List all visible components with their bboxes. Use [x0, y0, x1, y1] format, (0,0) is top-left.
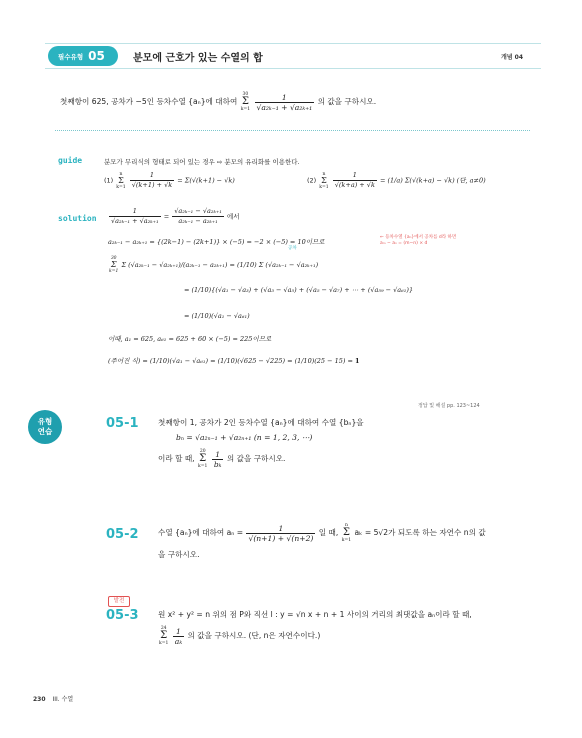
sigma-bottom: k=1	[240, 107, 251, 112]
solution-side-note	[380, 235, 456, 247]
type-label: 필수유형	[58, 52, 84, 61]
frac-denominator: bₖ	[213, 459, 222, 469]
solution-frac-lhs	[109, 207, 161, 226]
page-number: 230	[33, 696, 46, 703]
p2-sigma: n Σ k=1	[341, 523, 352, 543]
solution-frac-rhs	[172, 207, 224, 226]
formula-2-rhs: = (1/a) Σ(√(k+a) − √k) (단, a≠0)	[379, 176, 486, 185]
frac-numerator: 1	[333, 171, 377, 181]
frac-denominator: √a₂ₖ₋₁ + √a₂ₖ₊₁	[256, 102, 313, 112]
frac-denominator: √a₂ₖ₋₁ + √a₂ₖ₊₁	[111, 217, 159, 225]
solution-line-3-text: Σ (√a₂ₖ₋₁ − √a₂ₖ₊₁)/(a₂ₖ₋₁ − a₂ₖ₊₁) = (1/10) Σ (√a₂ₖ₋₁ − √a₂ₖ₊₁)	[121, 261, 319, 269]
p2-text-a: 수열 {aₙ}에 대하여 aₙ =	[158, 528, 244, 537]
p2-text-b: 일 때,	[318, 528, 339, 537]
frac-numerator: 1	[255, 93, 315, 103]
problem-05-2-number: 05-2	[106, 527, 139, 542]
problem-text-a: 첫째항이 625, 공차가 −5인 등차수열 {aₙ}에 대하여	[60, 97, 238, 106]
side-note-line-2: aₘ − aₙ = (m−n) × d	[380, 241, 428, 246]
formula-2-fraction	[333, 171, 377, 190]
frac-denominator: a₂ₖ₋₁ − a₂ₖ₊₁	[178, 217, 218, 225]
problem-fraction	[255, 93, 315, 112]
sigma-bottom: k=1	[116, 184, 126, 190]
solution-line-4: = (1/10){(√a₁ − √a₃) + (√a₃ − √a₅) + (√a₅ − √a₇) + ⋯ + (√a₅₉ − √a₆₁)}	[184, 286, 414, 294]
formula-1-index: (1)	[104, 176, 114, 185]
solution-line-3	[108, 256, 318, 274]
main-problem	[60, 92, 376, 112]
frac-numerator: 1	[109, 207, 161, 217]
problem-05-1-line-3	[158, 449, 285, 469]
problem-05-1-line-1: 첫째항이 1, 공차가 2인 등차수열 {aₙ}에 대하여 수열 {bₙ}을	[158, 418, 364, 427]
frac-numerator: 1	[212, 450, 224, 460]
guide-sigma-2: n Σ k=1	[319, 171, 329, 190]
final-answer: 1	[355, 357, 360, 365]
section-divider	[55, 130, 530, 131]
problem-sigma: 30 Σ k=1	[240, 92, 251, 112]
type-number: 05	[88, 49, 105, 63]
formula-1-rhs: = Σ(√(k+1) − √k)	[177, 176, 235, 185]
sigma-bottom: k=1	[109, 269, 119, 274]
problem-05-1-number: 05-1	[106, 416, 139, 431]
p1-line-3-b: 의 값을 구하시오.	[226, 454, 286, 463]
p3-sigma: 24 Σ k=1	[159, 626, 169, 646]
sigma-top: n	[344, 523, 348, 528]
p2-fraction	[246, 524, 315, 543]
solution-line-2-note: 공차	[288, 246, 297, 251]
solution-label: solution	[58, 214, 97, 223]
solution-line-6: 이때, a₁ = 625, a₆₁ = 625 + 60 × (−5) = 225이므로	[108, 335, 272, 343]
solution-sigma: 30 Σ k=1	[109, 256, 119, 274]
problem-05-2-line-2: 을 구하시오.	[158, 550, 200, 559]
sigma-top: n	[322, 171, 326, 177]
p1-fraction	[212, 450, 224, 469]
sigma-bottom: k=1	[341, 538, 352, 543]
page-footer	[33, 694, 73, 703]
formula-2-index: (2)	[307, 176, 317, 185]
guide-sigma-1: n Σ k=1	[116, 171, 126, 190]
solution-line-5: = (1/10)(√a₁ − √a₆₁)	[184, 312, 250, 320]
badge-line-1: 유형	[37, 417, 53, 426]
sigma-top: 30	[242, 92, 249, 97]
problem-05-3-line-1: 원 x² + y² = n 위의 점 P와 직선 l : y = √n x + n + 1 사이의 거리의 최댓값을 aₙ이라 할 때,	[158, 610, 472, 619]
problem-05-2-line-1	[158, 523, 486, 543]
problem-05-3-line-2	[158, 626, 320, 646]
frac-numerator: 1	[173, 627, 184, 637]
badge-line-2: 연습	[37, 427, 53, 436]
side-note-line-1: ← 등차수열 {aₙ}에서 공차를 d라 하면	[380, 235, 457, 240]
p1-line-3-a: 이라 할 때,	[158, 454, 195, 463]
frac-denominator: √(k+a) + √k	[334, 181, 375, 189]
frac-denominator: aₖ	[174, 636, 183, 646]
frac-numerator: 1	[246, 524, 315, 534]
p3-fraction	[173, 627, 184, 646]
guide-label: guide	[58, 156, 83, 165]
problem-text-b: 의 값을 구하시오.	[317, 97, 377, 106]
concept-ref: 개념 04	[501, 54, 524, 61]
p3-line-2-text: 의 값을 구하시오. (단, n은 자연수이다.)	[187, 631, 321, 640]
guide-intro: 분모가 무리식의 형태로 되어 있는 경우 ⇨ 분모의 유리화를 이용한다.	[104, 158, 300, 166]
solution-line-1-end: 에서	[226, 212, 240, 221]
frac-denominator: √(k+1) + √k	[131, 181, 173, 189]
sigma-bottom: k=1	[159, 641, 169, 646]
type-pill	[48, 46, 118, 66]
section-title: 분모에 근호가 있는 수열의 합	[133, 53, 263, 64]
solution-line-7-text: (주어진 식) = (1/10)(√a₁ − √a₆₁) = (1/10)(√625 − √225) = (1/10)(25 − 15) =	[108, 357, 353, 365]
sigma-bottom: k=1	[198, 464, 208, 469]
chapter-label: III. 수열	[52, 696, 74, 703]
p1-sigma: 20 Σ k=1	[198, 449, 208, 469]
sigma-top: 24	[160, 626, 167, 631]
formula-1-fraction	[130, 171, 174, 190]
advanced-badge: 발전	[108, 596, 130, 607]
sigma-bottom: k=1	[319, 184, 329, 190]
header-bar	[45, 43, 541, 69]
sigma-top: 20	[199, 449, 206, 454]
sigma-top: n	[119, 171, 123, 177]
problem-05-1-line-2: bₙ = √a₂ₙ₋₁ + √a₂ₙ₊₁ (n = 1, 2, 3, ⋯)	[176, 433, 313, 442]
solution-line-7	[108, 356, 360, 365]
frac-numerator: 1	[130, 171, 174, 181]
solution-line-1: $\frac{1}{\text{√a₂ₖ₋₁ + √a₂ₖ₊₁}}$ = $\frac{\text{√a₂ₖ₋₁ − √a₂ₖ₊₁}}{\text{a₂ₖ₋₁ − a₂ₖ₊₁}}$ 에서	[111, 207, 240, 225]
practice-badge	[28, 410, 62, 444]
sigma-top: 30	[110, 256, 117, 261]
answer-reference: 정답 및 해설 pp. 123~124	[418, 403, 480, 409]
guide-formula-2	[307, 171, 486, 190]
frac-denominator: √(n+1) + √(n+2)	[248, 533, 314, 543]
p2-text-c: aₖ = 5√2가 되도록 하는 자연수 n의 값	[354, 528, 486, 537]
solution-line-2: a₂ₖ₋₁ − a₂ₖ₊₁ = {(2k−1) − (2k+1)} × (−5) = −2 × (−5) = 10이므로	[108, 238, 325, 246]
problem-05-3-number: 05-3	[106, 608, 139, 623]
frac-numerator: √a₂ₖ₋₁ − √a₂ₖ₊₁	[174, 207, 222, 215]
guide-formula-1	[104, 171, 235, 190]
